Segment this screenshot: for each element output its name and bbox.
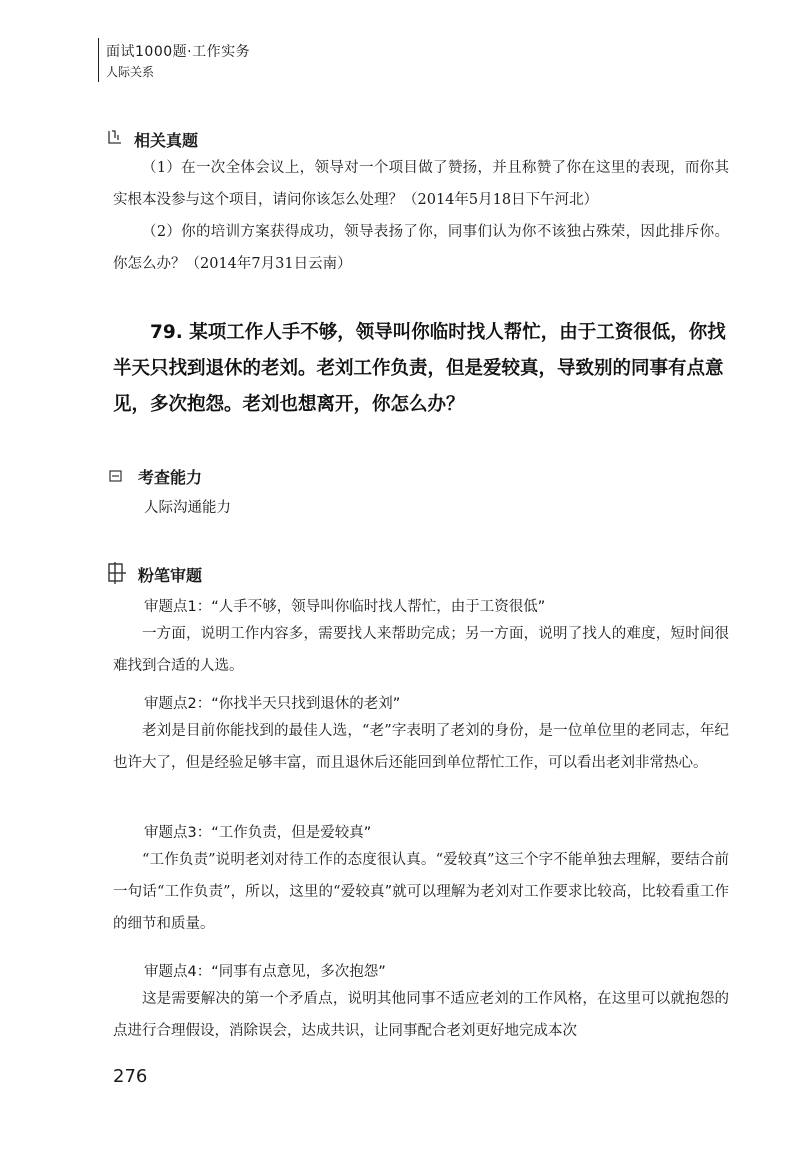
analysis-point-2-text: 老刘是目前你能找到的最佳人选，“老”字表明了老刘的身份，是一位单位里的老同志，年纪也许大了，但是经验足够丰富，而且退休后还能回到单位帮忙工作，可以看出老刘非常热心。 bbox=[113, 723, 729, 771]
analysis-point-2-label: 审题点2：“你找半天只找到退休的老刘” bbox=[144, 696, 401, 712]
question-79: 79. 某项工作人手不够，领导叫你临时找人帮忙，由于工资很低，你找半天只找到退休的老刘。老刘工作负责，但是爱较真，导致别的同事有点意见，多次抱怨。老刘也想离开，你怎么办？ bbox=[113, 322, 726, 415]
analysis-point-1-text: 一方面，说明工作内容多，需要找人来帮助完成；另一方面，说明了找人的难度，短时间很难找到合适的人选。 bbox=[113, 626, 729, 674]
related-question-2: （2）你的培训方案获得成功，领导表扬了你，同事们认为你不该独占殊荣，因此排斥你。你怎么办？（2014年7月31日云南） bbox=[113, 224, 729, 272]
running-header-title: 面试1000题·工作实务 bbox=[106, 44, 251, 60]
related-questions-icon bbox=[107, 129, 123, 145]
ability-icon bbox=[108, 468, 124, 484]
analysis-point-4-text: 这是需要解决的第一个矛盾点，说明其他同事不适应老刘的工作风格，在这里可以就抱怨的点进行合理假设，消除误会，达成共识，让同事配合老刘更好地完成本次 bbox=[113, 991, 729, 1039]
running-header-subtitle: 人际关系 bbox=[106, 65, 155, 79]
analysis-point-1-label: 审题点1：“人手不够，领导叫你临时找人帮忙，由于工资很低” bbox=[144, 599, 546, 615]
analysis-point-3-text: “工作负责”说明老刘对待工作的态度很认真。“爱较真”这三个字不能单独去理解，要结合前一句话“工作负责”，所以，这里的“爱较真”就可以理解为老刘对工作要求比较高，比较看重工作的细节和质量。 bbox=[113, 852, 729, 932]
page-number: 276 bbox=[113, 1066, 148, 1087]
related-question-1: （1）在一次全体会议上，领导对一个项目做了赞扬，并且称赞了你在这里的表现，而你其实根本没参与这个项目，请问你该怎么处理？（2014年5月18日下午河北） bbox=[113, 160, 729, 208]
ability-text: 人际沟通能力 bbox=[144, 500, 231, 516]
header-rule bbox=[98, 38, 99, 82]
analysis-point-4-label: 审题点4：“同事有点意见，多次抱怨” bbox=[144, 964, 386, 980]
analysis-title: 粉笔审题 bbox=[138, 566, 203, 585]
analysis-icon bbox=[106, 561, 128, 585]
ability-title: 考查能力 bbox=[138, 468, 203, 487]
analysis-point-3-label: 审题点3：“工作负责，但是爱较真” bbox=[144, 825, 372, 841]
related-questions-title: 相关真题 bbox=[134, 131, 199, 150]
